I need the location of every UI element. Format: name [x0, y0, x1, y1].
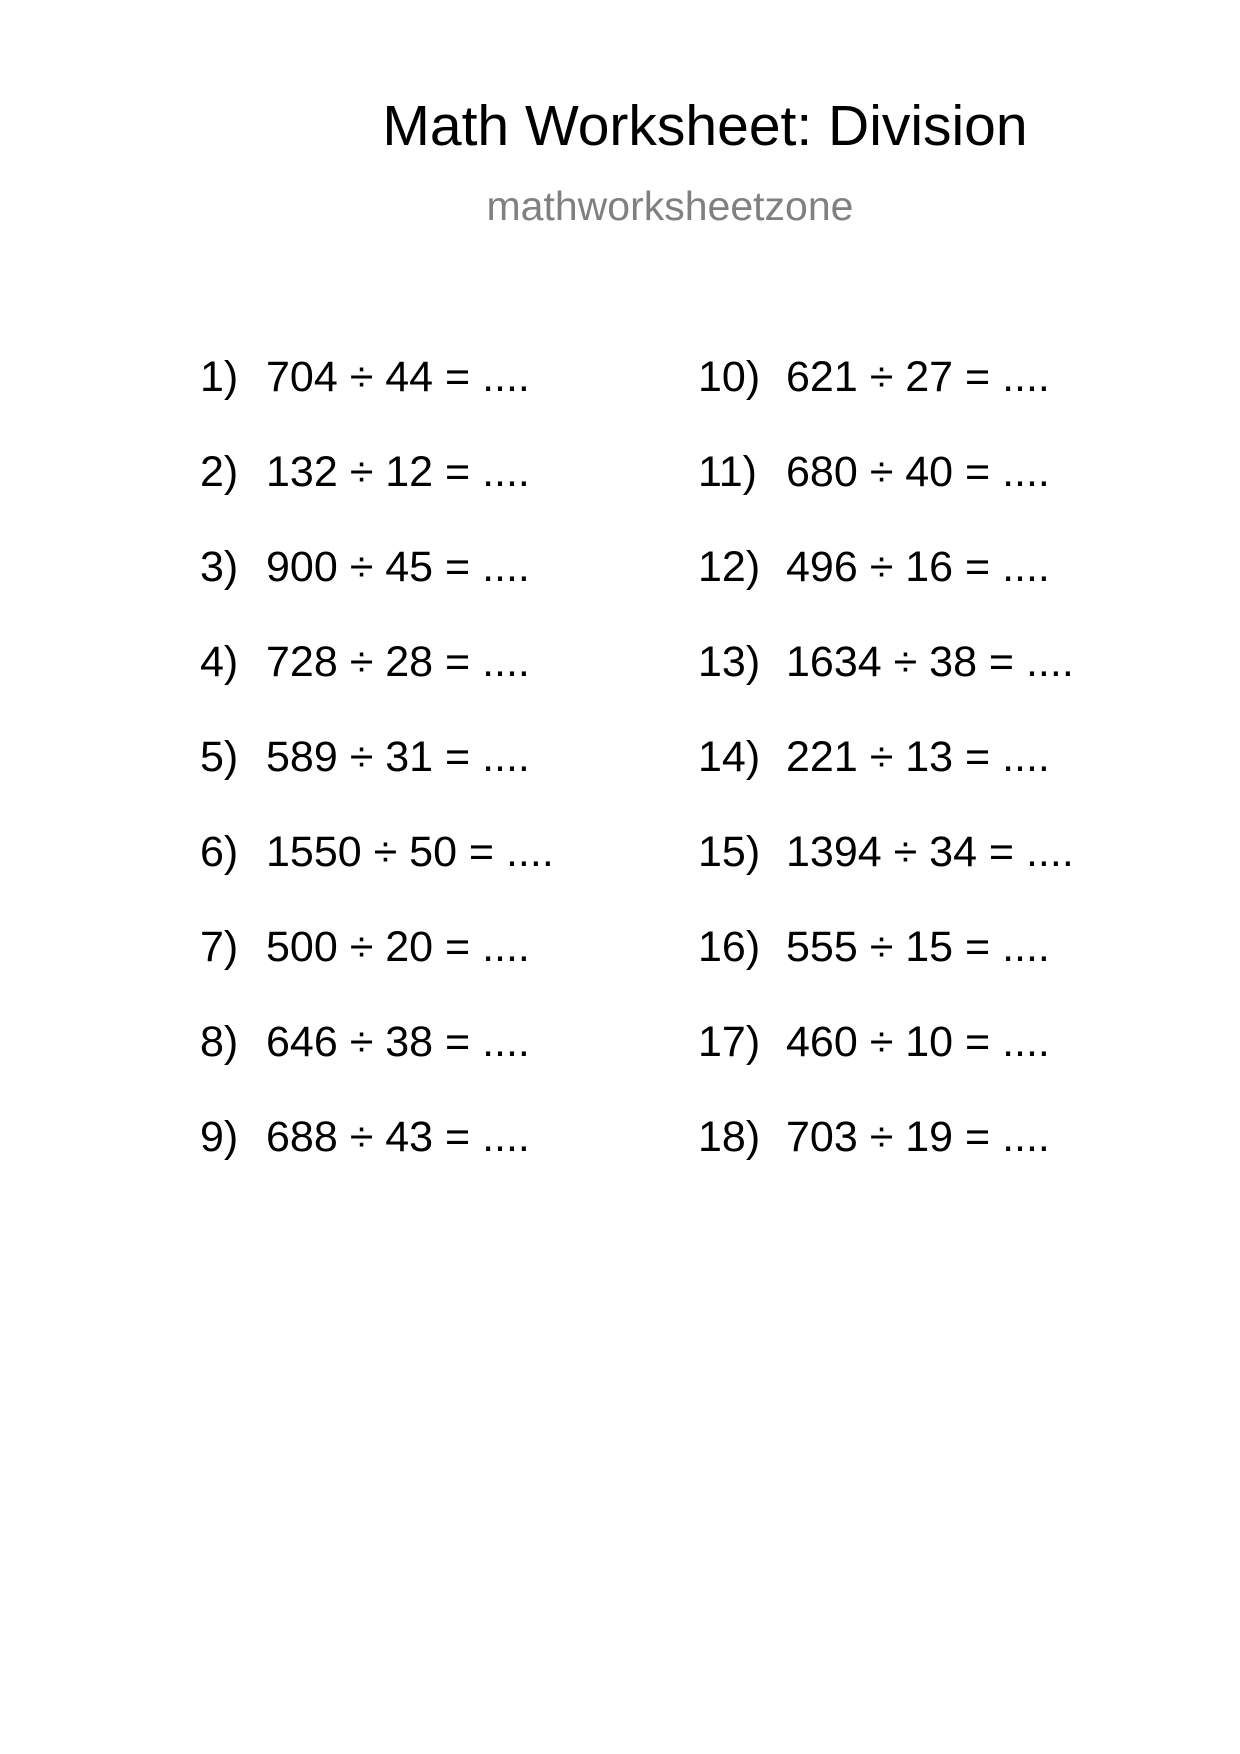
- problem-number: 1): [200, 353, 239, 401]
- problem-item: [698, 448, 1074, 546]
- problem-item: [200, 448, 554, 546]
- problem-column-right: [698, 353, 1074, 1211]
- problem-item: [200, 828, 554, 926]
- problem-item: [698, 828, 1074, 926]
- page-subtitle: mathworksheetzone: [486, 183, 854, 229]
- problem-number: 17): [698, 1018, 761, 1066]
- problem-item: [200, 543, 554, 641]
- problem-expression: 646 ÷ 38 = ....: [266, 1018, 530, 1066]
- problem-item: [698, 1113, 1074, 1211]
- problem-item: [200, 353, 554, 451]
- problem-expression: 728 ÷ 28 = ....: [266, 638, 530, 686]
- problem-number: 5): [200, 733, 239, 781]
- problem-number: 12): [698, 543, 761, 591]
- problem-item: [200, 638, 554, 736]
- problem-number: 3): [200, 543, 239, 591]
- problem-item: [698, 543, 1074, 641]
- problem-item: [698, 353, 1074, 451]
- problem-number: 18): [698, 1113, 761, 1161]
- problem-expression: 589 ÷ 31 = ....: [266, 733, 530, 781]
- problem-expression: 500 ÷ 20 = ....: [266, 923, 530, 971]
- problem-number: 9): [200, 1113, 239, 1161]
- problem-item: [200, 1113, 554, 1211]
- problem-number: 14): [698, 733, 761, 781]
- problem-item: [698, 1018, 1074, 1116]
- problem-expression: 1634 ÷ 38 = ....: [786, 638, 1074, 686]
- problem-item: [200, 923, 554, 1021]
- problem-expression: 221 ÷ 13 = ....: [786, 733, 1050, 781]
- problem-expression: 680 ÷ 40 = ....: [786, 448, 1050, 496]
- problem-number: 13): [698, 638, 761, 686]
- problem-item: [698, 733, 1074, 831]
- problem-expression: 703 ÷ 19 = ....: [786, 1113, 1050, 1161]
- problem-item: [698, 638, 1074, 736]
- problem-item: [698, 923, 1074, 1021]
- problem-expression: 900 ÷ 45 = ....: [266, 543, 530, 591]
- problem-number: 4): [200, 638, 239, 686]
- problem-expression: 496 ÷ 16 = ....: [786, 543, 1050, 591]
- problem-expression: 1550 ÷ 50 = ....: [266, 828, 554, 876]
- problem-expression: 621 ÷ 27 = ....: [786, 353, 1050, 401]
- problem-number: 15): [698, 828, 761, 876]
- problem-number: 2): [200, 448, 239, 496]
- problem-column-left: [200, 353, 554, 1211]
- page-title: Math Worksheet: Division: [382, 94, 1028, 158]
- problem-expression: 132 ÷ 12 = ....: [266, 448, 530, 496]
- problem-expression: 688 ÷ 43 = ....: [266, 1113, 530, 1161]
- problem-item: [200, 733, 554, 831]
- problem-number: 6): [200, 828, 239, 876]
- problem-expression: 1394 ÷ 34 = ....: [786, 828, 1074, 876]
- problem-number: 10): [698, 353, 761, 401]
- problem-expression: 704 ÷ 44 = ....: [266, 353, 530, 401]
- problem-number: 11): [698, 448, 757, 496]
- problem-expression: 555 ÷ 15 = ....: [786, 923, 1050, 971]
- problem-number: 8): [200, 1018, 239, 1066]
- problem-number: 7): [200, 923, 239, 971]
- problem-number: 16): [698, 923, 761, 971]
- problem-expression: 460 ÷ 10 = ....: [786, 1018, 1050, 1066]
- problem-item: [200, 1018, 554, 1116]
